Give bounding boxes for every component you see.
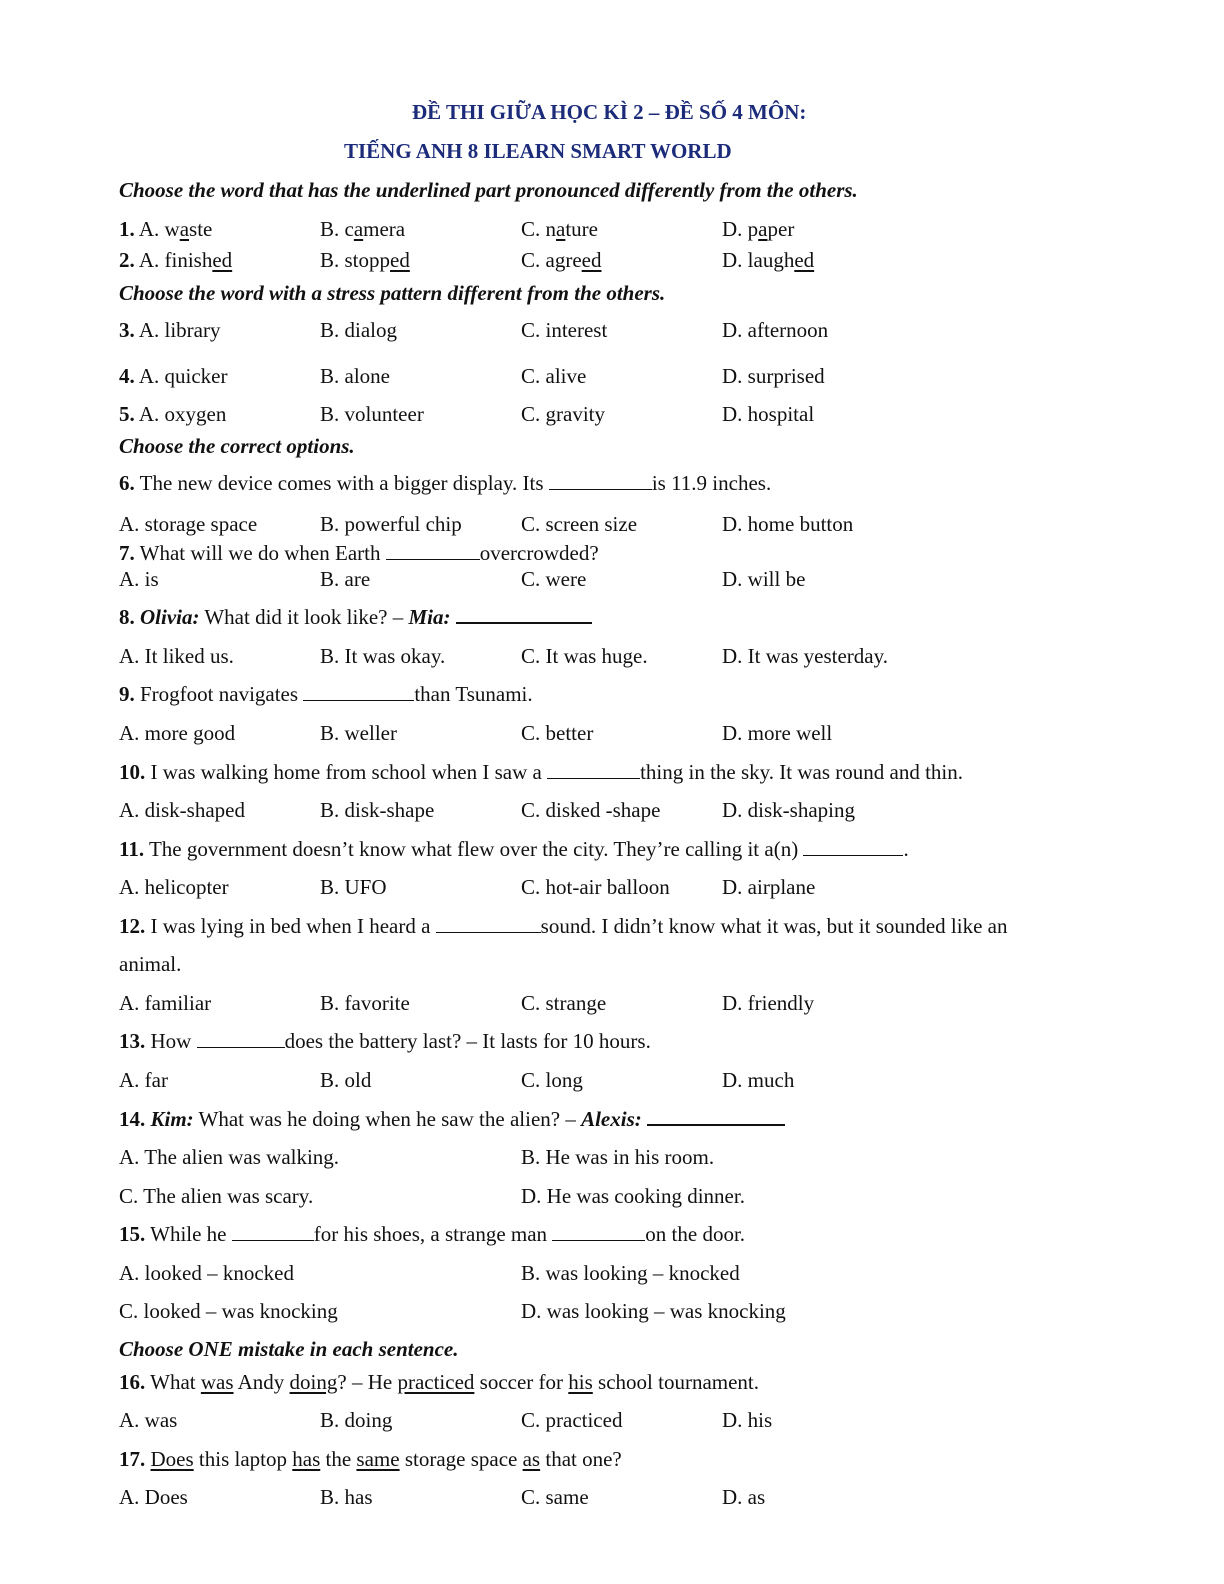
question-6-stem: 6. The new device comes with a bigger display. Its is 11.9 inches. [119, 471, 772, 495]
question-number: 1. [119, 217, 135, 241]
option-c: C. hot-air balloon [521, 875, 670, 899]
option-b: B. camera [320, 217, 406, 241]
question-7-stem: 7. What will we do when Earth overcrowded? [119, 541, 599, 565]
option-d: D. He was cooking dinner. [521, 1184, 745, 1208]
answer-blank [456, 604, 592, 624]
option-c: C. interest [521, 318, 608, 342]
exam-title-line1: ĐỀ THI GIỮA HỌC KÌ 2 – ĐỀ SỐ 4 MÔN: [412, 100, 807, 124]
option-c: C. were [521, 567, 587, 591]
answer-blank [549, 471, 652, 490]
option-c: C. practiced [521, 1408, 623, 1432]
option-d: D. disk-shaping [722, 798, 855, 822]
answer-blank [232, 1222, 314, 1241]
option-b: B. doing [320, 1408, 393, 1432]
question-13-stem: 13. How does the battery last? – It lasts for 10 hours. [119, 1029, 651, 1053]
option-c: C. nature [521, 217, 598, 241]
option-d: D. afternoon [722, 318, 829, 342]
option-c: C. The alien was scary. [119, 1184, 314, 1208]
option-d: D. home button [722, 512, 854, 536]
option-c: C. looked – was knocking [119, 1299, 338, 1323]
option-d: D. surprised [722, 364, 825, 388]
option-c: C. It was huge. [521, 644, 648, 668]
answer-blank [436, 914, 541, 933]
option-c: C. gravity [521, 402, 605, 426]
section-mistake: Choose ONE mistake in each sentence. [119, 1337, 459, 1361]
answer-blank [552, 1222, 645, 1241]
option-d: D. was looking – was knocking [521, 1299, 786, 1323]
section-stress: Choose the word with a stress pattern different from the others. [119, 281, 666, 305]
option-a: A. more good [119, 721, 236, 745]
option-a: A. familiar [119, 991, 212, 1015]
answer-blank [803, 837, 903, 856]
option-a: A. storage space [119, 512, 258, 536]
exam-page: ĐỀ THI GIỮA HỌC KÌ 2 – ĐỀ SỐ 4 MÔN: TIẾNG ANH 8 ILEARN SMART WORLD Choose the word that has the underlined part pronounced differently from the others. 1. A. waste B. camera C. nature D. paper 2. A. finished B. stopped C. agreed D. laughed Choose the word with a stress pattern different from the others. 3. A. library B. dialog C. interest D. afternoon 4. A. quicker B. alone C. alive D. surprised 5. A. oxygen B. volunteer C. gravity D. hospital Choose the correct options. 6. The new device comes with a bigger display. Its is 11.9 inches. A. storage space B. powerful chip C. screen size D. home button 7. What will we do when Earth overcrowded? A. is B. are C. were D. will be 8. Olivia: What did it look like? – Mia: A. It liked us. B. It was okay. C. It was huge. D. It was yesterday. 9. Frogfoot navigates than Tsunami. A. more good B. weller C. better D. more well 10. I was walking home from school when I saw a thing in the sky. It was round and thin. A. disk-shaped B. disk-shape C. disked -shape D. disk-shaping 11. The government doesn’t know what flew over the city. They’re calling it a(n) . A. helicopter B. UFO C. hot-air balloon D. airplane 12. I was lying in bed when I heard a sound. I didn’t know what it was, but it sounded like an animal. A. familiar B. favorite C. strange D. friendly 13. How does the battery last? – It lasts for 10 hours. A. far B. old C. long D. much 14. Kim: What was he doing when he saw the alien? – Alexis: A. The alien was walking. B. He was in his room. C. The alien was scary. D. He was cooking dinner. 15. While he for his shoes, a strange man on the door. A. looked – knocked B. was looking – knocked C. looked – was knocking D. was looking – was knocking Choose ONE mistake in each sentence. 16. What was Andy doing? – He practiced soccer for his school tournament. A. was B. doing C. practiced D. his 17. Does this laptop has the same storage space as that one? A. Does B. has C. same D. as [0, 0, 1224, 1584]
option-a: A. The alien was walking. [119, 1145, 340, 1169]
answer-blank [647, 1106, 785, 1126]
option-b: B. volunteer [320, 402, 424, 426]
option-c: C. better [521, 721, 594, 745]
answer-blank [197, 1029, 285, 1048]
section-pronunciation: Choose the word that has the underlined part pronounced differently from the others. [119, 178, 858, 202]
option-c: C. same [521, 1485, 589, 1509]
question-14-stem: 14. Kim: What was he doing when he saw the alien? – Alexis: [119, 1106, 1164, 1132]
option-b: B. dialog [320, 318, 397, 342]
question-9-stem: 9. Frogfoot navigates than Tsunami. [119, 682, 533, 706]
option-d: D. his [722, 1408, 773, 1432]
option-a: A. is [119, 567, 159, 591]
option-a: A. Does [119, 1485, 188, 1509]
question-11-stem: 11. The government doesn’t know what flew over the city. They’re calling it a(n) . [119, 837, 909, 861]
option-b: B. disk-shape [320, 798, 435, 822]
option-c: C. disked -shape [521, 798, 661, 822]
option-b: B. favorite [320, 991, 410, 1015]
option-b: B. stopped [320, 248, 410, 272]
exam-title-line2: TIẾNG ANH 8 ILEARN SMART WORLD [344, 139, 732, 163]
option-b: B. has [320, 1485, 373, 1509]
option-b: B. UFO [320, 875, 387, 899]
option-c: C. agreed [521, 248, 602, 272]
option-b: B. He was in his room. [521, 1145, 715, 1169]
option-b: B. was looking – knocked [521, 1261, 740, 1285]
option-a: A. helicopter [119, 875, 229, 899]
question-15-stem: 15. While he for his shoes, a strange man on the door. [119, 1222, 746, 1246]
option-c: C. strange [521, 991, 607, 1015]
option-a: A. It liked us. [119, 644, 234, 668]
option-d: D. It was yesterday. [722, 644, 889, 668]
question-8-stem: 8. Olivia: What did it look like? – Mia: [119, 604, 1164, 630]
question-17-stem: 17. Does this laptop has the same storage space as that one? [119, 1447, 622, 1471]
option-d: D. will be [722, 567, 806, 591]
answer-blank [547, 760, 640, 779]
option-d: D. airplane [722, 875, 816, 899]
option-d: D. hospital [722, 402, 815, 426]
question-16-stem: 16. What was Andy doing? – He practiced soccer for his school tournament. [119, 1370, 760, 1394]
answer-blank [303, 682, 414, 701]
option-d: D. friendly [722, 991, 815, 1015]
option-d: D. laughed [722, 248, 815, 272]
option-a: A. disk-shaped [119, 798, 245, 822]
question-10-stem: 10. I was walking home from school when I saw a thing in the sky. It was round and thin. [119, 760, 964, 784]
option-d: D. paper [722, 217, 795, 241]
option-b: B. old [320, 1068, 372, 1092]
option-b: B. powerful chip [320, 512, 462, 536]
option-b: B. are [320, 567, 371, 591]
option-d: D. much [722, 1068, 795, 1092]
option-c: C. screen size [521, 512, 638, 536]
section-correct-options: Choose the correct options. [119, 434, 355, 458]
answer-blank [386, 541, 480, 560]
option-a: A. was [119, 1408, 178, 1432]
option-c: C. long [521, 1068, 583, 1092]
option-d: D. more well [722, 721, 833, 745]
question-12-stem-cont: animal. [119, 952, 182, 976]
option-a: A. looked – knocked [119, 1261, 294, 1285]
question-12-stem: 12. I was lying in bed when I heard a sound. I didn’t know what it was, but it sounded like an [119, 914, 1008, 938]
question-number: 2. [119, 248, 135, 272]
option-b: B. weller [320, 721, 397, 745]
option-c: C. alive [521, 364, 587, 388]
option-b: B. alone [320, 364, 390, 388]
option-d: D. as [722, 1485, 766, 1509]
option-b: B. It was okay. [320, 644, 446, 668]
option-a: A. far [119, 1068, 168, 1092]
